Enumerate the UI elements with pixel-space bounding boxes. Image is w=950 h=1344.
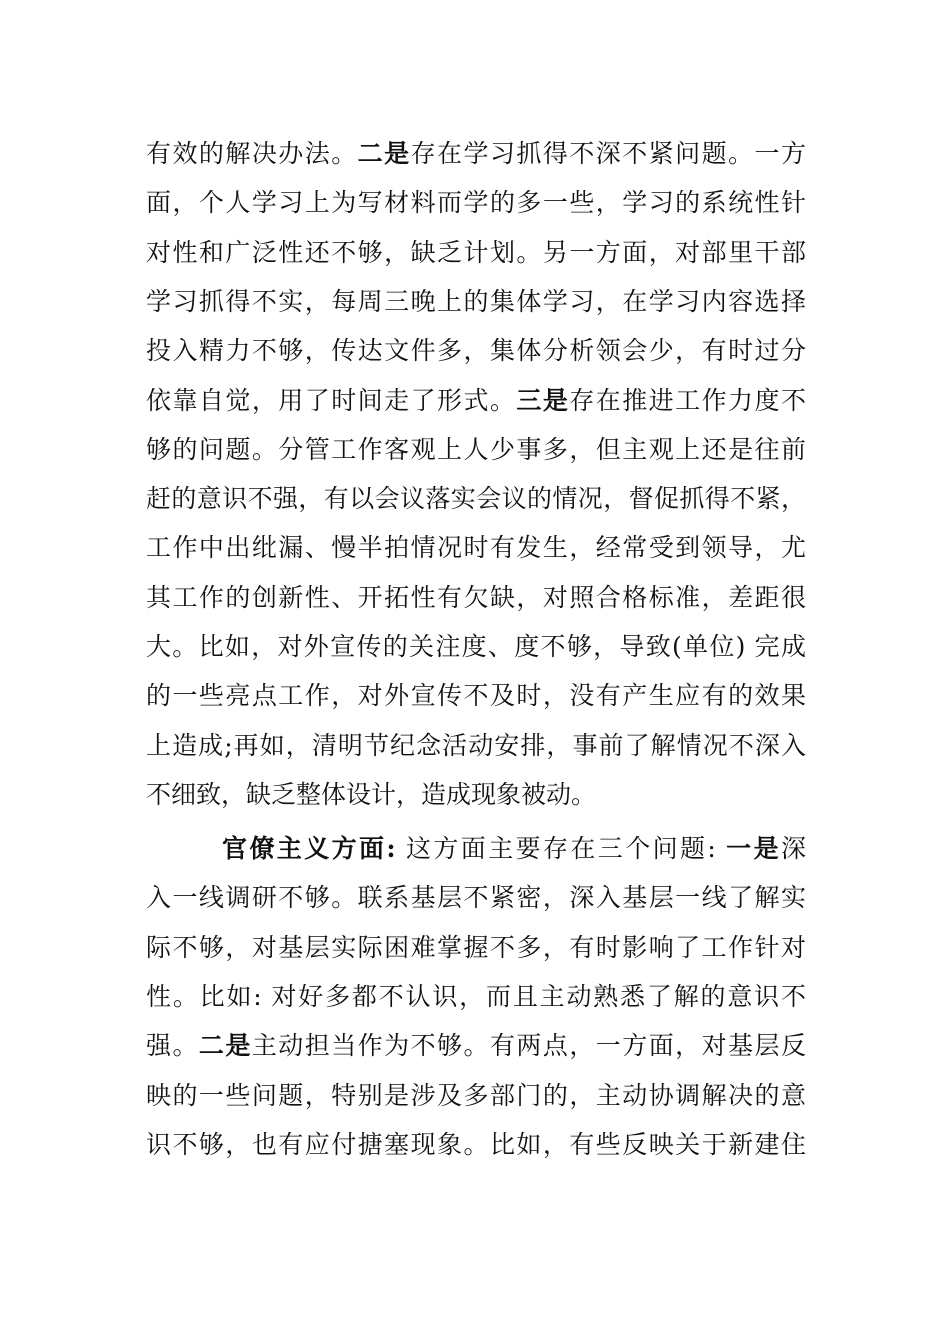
text-line bbox=[146, 134, 806, 174]
text-line bbox=[146, 381, 806, 421]
text-line bbox=[146, 676, 806, 716]
bold-label: 官僚主义方面: bbox=[222, 834, 396, 863]
text-span: 际不够，对基层实际困难掌握不多，有时影响了工作针对 bbox=[146, 932, 806, 962]
text-line bbox=[146, 331, 806, 371]
text-line bbox=[146, 1125, 806, 1165]
text-line bbox=[146, 627, 806, 667]
text-span: 强。 bbox=[146, 1031, 199, 1061]
text-line bbox=[146, 878, 806, 918]
text-span: 投入精力不够，传达文件多，集体分析领会少，有时过分 bbox=[146, 336, 806, 366]
text-span: 存在推进工作力度不 bbox=[569, 385, 806, 415]
text-span: 映的一些问题，特别是涉及多部门的，主动协调解决的意 bbox=[146, 1080, 806, 1110]
bold-label: 三是 bbox=[516, 385, 570, 415]
text-line bbox=[146, 1026, 806, 1066]
text-span: 不细致，缺乏整体设计，造成现象被动。 bbox=[146, 779, 597, 809]
text-line bbox=[146, 775, 806, 815]
text-line bbox=[146, 578, 806, 618]
text-span: 的一些亮点工作，对外宣传不及时，没有产生应有的效果 bbox=[146, 681, 806, 711]
text-span: 工作中出纰漏、慢半拍情况时有发生，经常受到领导，尤 bbox=[146, 533, 806, 563]
text-span: 上造成;再如，清明节纪念活动安排，事前了解情况不深入 bbox=[146, 730, 806, 760]
text-span: 面，个人学习上为写材料而学的多一些，学习的系统性针 bbox=[146, 188, 806, 218]
bold-label: 二是 bbox=[198, 1031, 252, 1061]
text-line bbox=[146, 430, 806, 470]
text-span: 大。比如，对外宣传的关注度、度不够，导致(单位) 完成 bbox=[146, 632, 806, 661]
text-span: 依靠自觉，用了时间走了形式。 bbox=[146, 385, 517, 415]
text-line bbox=[146, 528, 806, 568]
text-span: 深 bbox=[780, 834, 806, 863]
text-span: 对性和广泛性还不够，缺乏计划。另一方面，对部里干部 bbox=[146, 237, 806, 267]
text-line bbox=[146, 183, 806, 223]
text-line bbox=[146, 977, 806, 1017]
text-line bbox=[146, 479, 806, 519]
bold-label: 一是 bbox=[726, 834, 781, 863]
text-span: 有效的解决办法。 bbox=[146, 139, 358, 168]
text-line bbox=[146, 282, 806, 322]
text-line bbox=[146, 726, 806, 766]
text-span: 够的问题。分管工作客观上人少事多，但主观上还是往前 bbox=[146, 434, 806, 464]
text-line bbox=[146, 233, 806, 273]
text-span: 这方面主要存在三个问题: bbox=[395, 834, 727, 863]
bold-label: 二是 bbox=[357, 139, 411, 168]
text-span: 主动担当作为不够。有两点，一方面，对基层反 bbox=[251, 1031, 806, 1061]
text-span: 其工作的创新性、开拓性有欠缺，对照合格标准，差距很 bbox=[146, 582, 806, 612]
text-line bbox=[146, 1076, 806, 1116]
text-span: 性。比如: 对好多都不认识，而且主动熟悉了解的意识不 bbox=[146, 981, 806, 1011]
text-span: 赶的意识不强，有以会议落实会议的情况，督促抓得不紧， bbox=[146, 484, 806, 514]
text-span: 存在学习抓得不深不紧问题。一方 bbox=[410, 139, 806, 168]
text-line bbox=[146, 928, 806, 968]
text-span: 学习抓得不实，每周三晚上的集体学习，在学习内容选择 bbox=[146, 286, 806, 316]
text-span: 识不够，也有应付搪塞现象。比如，有些反映关于新建住 bbox=[146, 1129, 806, 1159]
text-span: 入一线调研不够。联系基层不紧密，深入基层一线了解实 bbox=[146, 883, 806, 913]
text-line bbox=[222, 829, 806, 869]
